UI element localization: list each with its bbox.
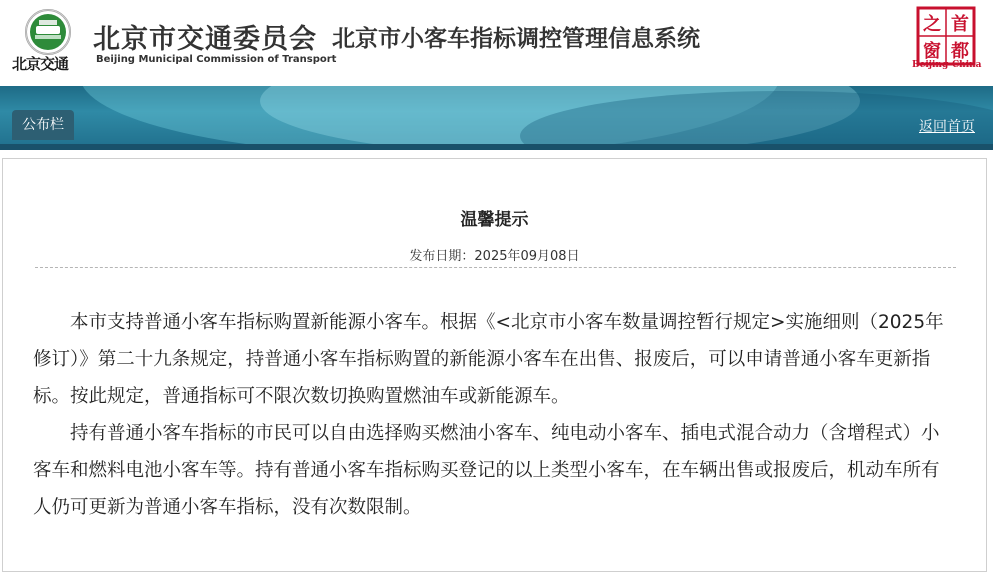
capital-logo-en: Beijing-China — [912, 60, 982, 70]
notice-paragraph: 本市支持普通小客车指标购置新能源小客车。根据《<北京市小客车数量调控暂行规定>实施细则（2025年修订）》第二十九条规定，持普通小客车指标购置的新能源小客车在出售、报废后，可以申请普通小客车更新指标。按此规定，普通指标可不限次数切换购置燃油车或新能源车。 — [33, 312, 944, 407]
svg-text:都: 都 — [951, 41, 969, 62]
org-name-en: Beijing Municipal Commission of Transport — [96, 54, 337, 65]
notice-panel — [2, 158, 987, 572]
header-banner — [0, 86, 993, 150]
notice-body — [33, 304, 955, 526]
home-link[interactable]: 返回首页 — [919, 119, 975, 135]
notice-paragraph: 持有普通小客车指标的市民可以自由选择购买燃油小客车、纯电动小客车、插电式混合动力（含增程式）小客车和燃料电池小客车等。持有普通小客车指标购买登记的以上类型小客车，在车辆出售或报废后，机动车所有人仍可更新为普通小客车指标，没有次数限制。 — [33, 423, 940, 518]
site-header — [0, 0, 993, 86]
svg-text:窗: 窗 — [923, 41, 941, 62]
banner-stripe — [0, 144, 993, 150]
svg-text:首: 首 — [951, 14, 969, 35]
divider — [35, 267, 956, 268]
tab-bulletin[interactable]: 公布栏 — [12, 110, 74, 140]
emblem-label: 北京交通 — [12, 55, 69, 73]
svg-text:之: 之 — [923, 14, 941, 35]
notice-title: 温馨提示 — [460, 210, 529, 230]
publish-date: 发布日期：2025年09月08日 — [409, 249, 580, 264]
org-name-cn: 北京市交通委员会 — [93, 24, 317, 55]
system-title: 北京市小客车指标调控管理信息系统 — [332, 26, 700, 52]
